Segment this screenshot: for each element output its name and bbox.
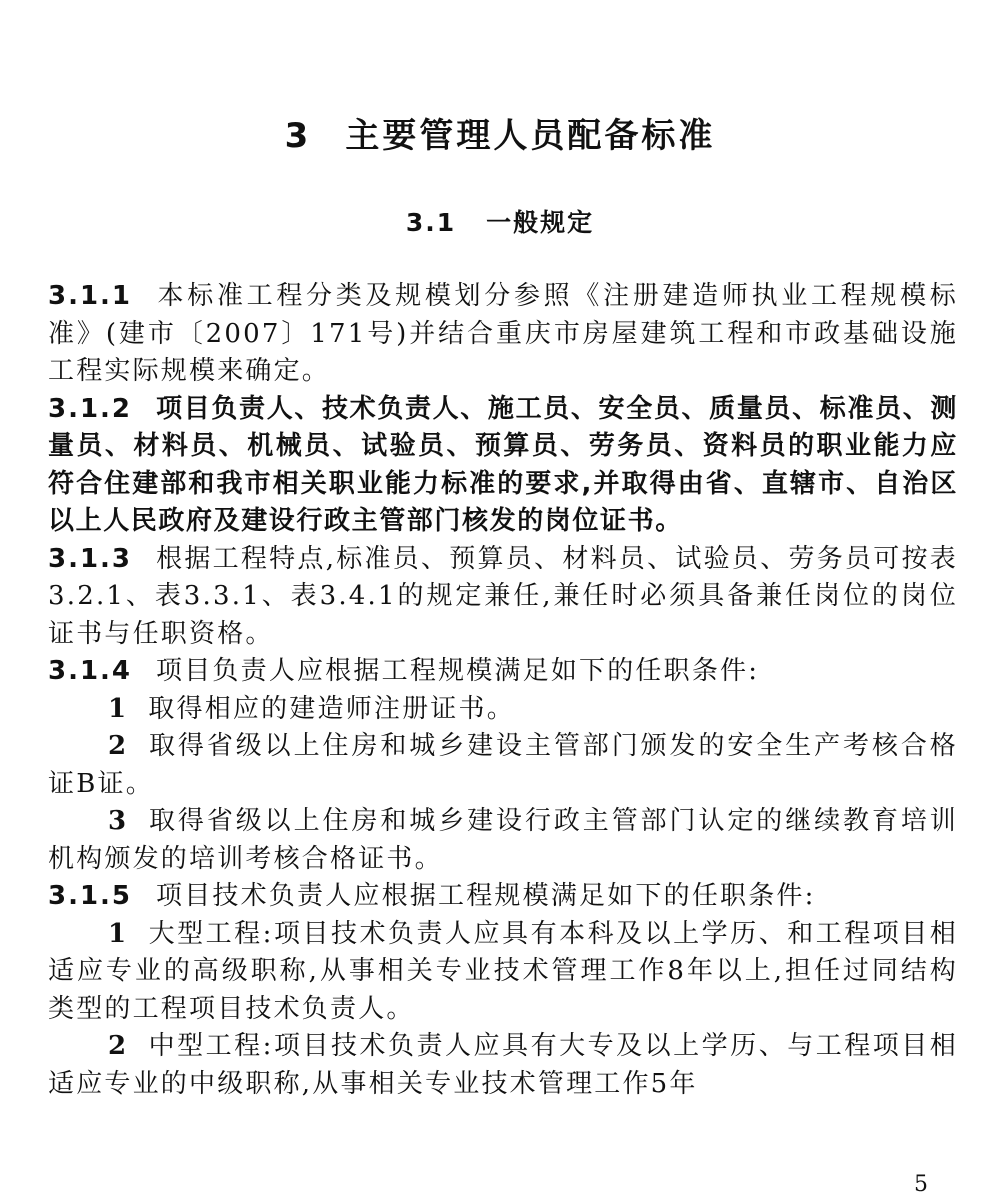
- clause-text: 本标准工程分类及规模划分参照《注册建造师执业工程规模标准》(建市〔2007〕171号)并结合重庆市房屋建筑工程和市政基础设施工程实际规模来确定。: [48, 281, 958, 386]
- document-body: [48, 278, 958, 1103]
- item-text: 取得省级以上住房和城乡建设主管部门颁发的安全生产考核合格证B证。: [48, 731, 958, 799]
- clause-number: 3.1.1: [48, 281, 133, 311]
- clause-text: 项目负责人、技术负责人、施工员、安全员、质量员、标准员、测量员、材料员、机械员、试验员、预算员、劳务员、资料员的职业能力应符合住建部和我市相关职业能力标准的要求,并取得由省、直辖市、自治区以上人民政府及建设行政主管部门核发的岗位证书。: [48, 393, 958, 536]
- clause-number: 3.1.3: [48, 543, 133, 574]
- item-number: 1: [108, 693, 129, 724]
- section-title: [0, 203, 1000, 239]
- item-number: 3: [108, 806, 129, 836]
- clause-text: 项目负责人应根据工程规模满足如下的任职条件:: [156, 656, 760, 686]
- list-item: [48, 1028, 958, 1103]
- chapter-title-text: 主要管理人员配备标准: [345, 116, 716, 156]
- clause-text: 根据工程特点,标准员、预算员、材料员、试验员、劳务员可按表3.2.1、表3.3.1、表3.4.1的规定兼任,兼任时必须具备兼任岗位的岗位证书与任职资格。: [48, 543, 958, 649]
- clause-3-1-3: [48, 541, 958, 654]
- clause-number: 3.1.5: [48, 881, 133, 911]
- section-number: 3.1: [405, 208, 457, 237]
- item-text: 取得省级以上住房和城乡建设行政主管部门认定的继续教育培训机构颁发的培训考核合格证书。: [48, 806, 958, 874]
- list-item: [48, 803, 958, 878]
- clause-text: 项目技术负责人应根据工程规模满足如下的任职条件:: [156, 881, 816, 911]
- item-text: 取得相应的建造师注册证书。: [148, 693, 515, 724]
- item-number: 2: [108, 1031, 129, 1061]
- list-item: [48, 916, 958, 1029]
- item-text: 大型工程:项目技术负责人应具有本科及以上学历、和工程项目相适应专业的高级职称,从事相关专业技术管理工作8年以上,担任过同结构类型的工程项目技术负责人。: [48, 918, 958, 1024]
- clause-3-1-1: [48, 278, 958, 391]
- list-item: [48, 691, 958, 729]
- chapter-title: [0, 108, 1000, 157]
- list-item: [48, 728, 958, 803]
- item-text: 中型工程:项目技术负责人应具有大专及以上学历、与工程项目相适应专业的中级职称,从事相关专业技术管理工作5年: [48, 1031, 958, 1099]
- clause-3-1-5: [48, 878, 958, 916]
- item-number: 2: [108, 731, 129, 761]
- clause-3-1-2: [48, 391, 958, 541]
- item-number: 1: [108, 918, 129, 949]
- section-title-text: 一般规定: [486, 208, 595, 237]
- clause-number: 3.1.4: [48, 656, 133, 686]
- chapter-number: 3: [284, 116, 312, 156]
- clause-number: 3.1.2: [48, 393, 133, 424]
- clause-3-1-4: [48, 653, 958, 691]
- page-number: 5: [914, 1172, 928, 1197]
